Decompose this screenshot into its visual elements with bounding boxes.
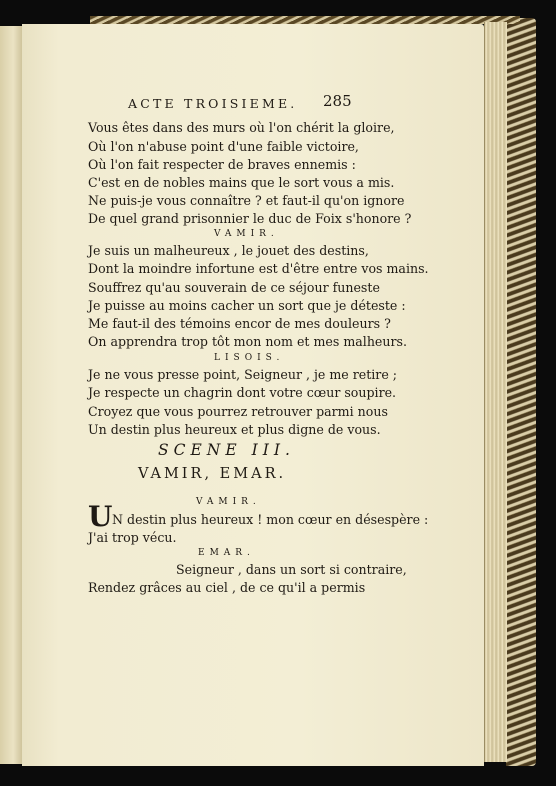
- speaker-name: LISOIS.: [214, 353, 285, 363]
- verse-line: On apprendra trop tôt mon nom et mes malheurs.: [88, 334, 407, 349]
- verse-line: Je puisse au moins cacher un sort que je déteste :: [88, 298, 406, 313]
- verse-line: Où l'on fait respecter de braves ennemis :: [88, 157, 356, 172]
- page-edges: [484, 22, 507, 762]
- verse-line: Vous êtes dans des murs où l'on chérit la gloire,: [88, 120, 395, 135]
- page-number: 285: [323, 92, 352, 110]
- verse-line: Je respecte un chagrin dont votre cœur soupire.: [88, 385, 397, 400]
- verse-line: Rendez grâces au ciel , de ce qu'il a permis: [88, 580, 366, 595]
- book-spine: [506, 18, 536, 766]
- verse-line: De quel grand prisonnier le duc de Foix s'honore ?: [88, 211, 412, 226]
- verse-line: Me faut-il des témoins encor de mes douleurs ?: [88, 316, 391, 331]
- verse-line: J'ai trop vécu.: [88, 530, 177, 545]
- scene-cast: VAMIR, EMAR.: [138, 466, 287, 482]
- verse-line: Je suis un malheureux , le jouet des destins,: [88, 243, 369, 258]
- verse-line: Je ne vous presse point, Seigneur , je me retire ;: [88, 367, 398, 382]
- verse-line: Croyez que vous pourrez retrouver parmi nous: [88, 404, 388, 419]
- speaker-name: EMAR.: [198, 548, 255, 558]
- book-top-edge: [90, 16, 520, 24]
- verse-line: Ne puis-je vous connaître ? et faut-il qu'on ignore: [88, 193, 405, 208]
- drop-cap: U: [88, 500, 113, 533]
- verse-line: Dont la moindre infortune est d'être entre vos mains.: [88, 261, 429, 276]
- verse-line: Souffrez qu'au souverain de ce séjour funeste: [88, 280, 380, 295]
- scene-title: SCENE III.: [158, 441, 295, 459]
- left-page-sliver: [0, 26, 23, 764]
- verse-line: Où l'on n'abuse point d'une faible victoire,: [88, 139, 359, 154]
- running-title: ACTE TROISIEME.: [128, 96, 298, 111]
- verse-line: Un destin plus heureux et plus digne de vous.: [88, 422, 381, 437]
- speaker-name: VAMIR.: [214, 229, 279, 239]
- verse-line: C'est en de nobles mains que le sort vous a mis.: [88, 175, 395, 190]
- speaker-name: VAMIR.: [196, 497, 261, 507]
- verse-line: N destin plus heureux ! mon cœur en désespère :: [112, 512, 429, 527]
- verse-line: Seigneur , dans un sort si contraire,: [176, 562, 407, 577]
